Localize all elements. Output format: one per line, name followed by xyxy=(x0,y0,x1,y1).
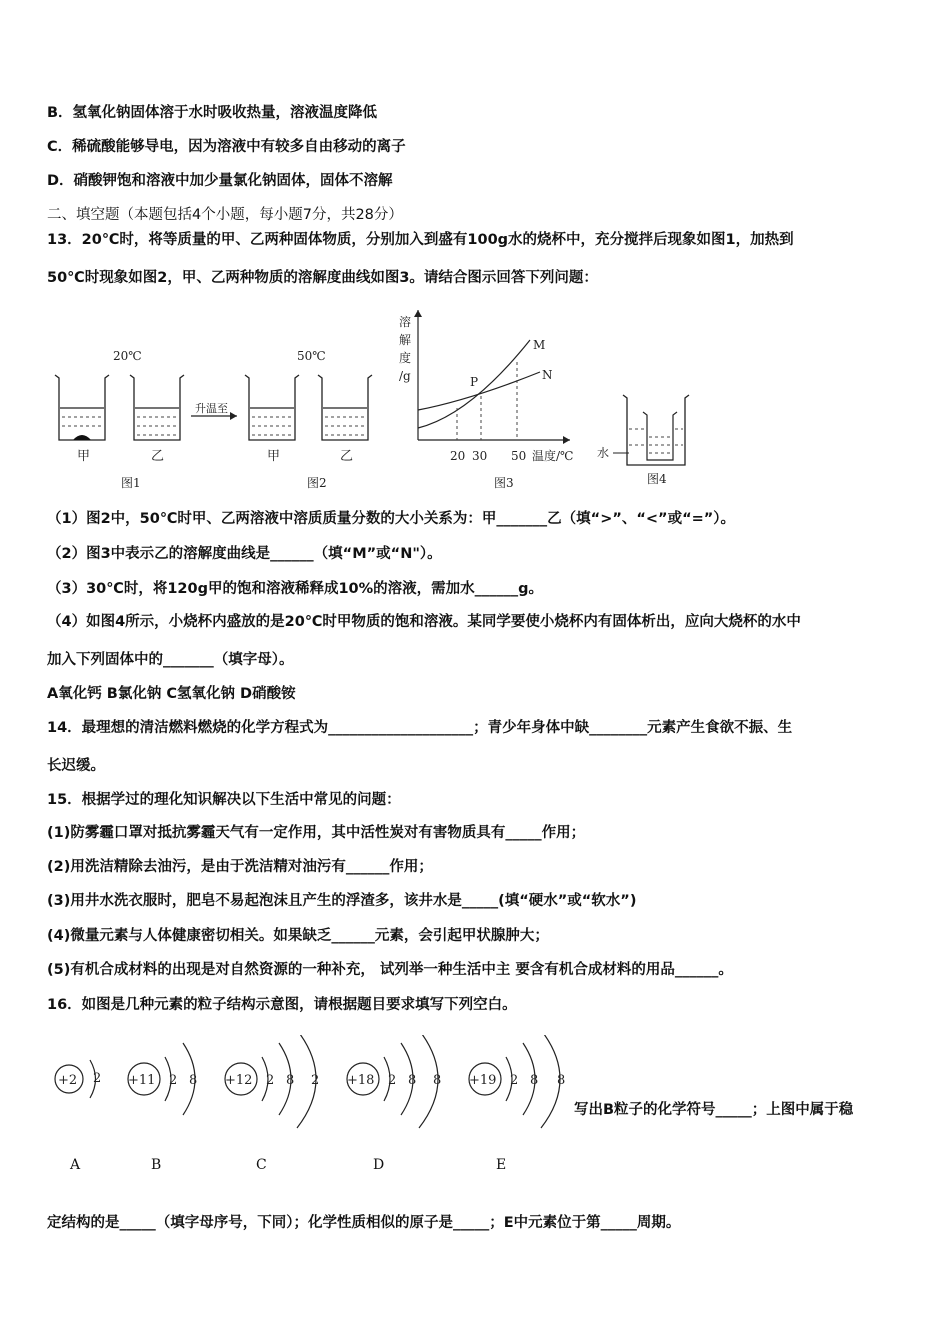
curve-n xyxy=(418,372,540,410)
shell-d-3-count: 8 xyxy=(433,1073,442,1088)
y-label-4: /g xyxy=(399,369,411,383)
figure-1-2 xyxy=(45,340,385,495)
q16-stem: 16．如图是几种元素的粒子结构示意图，请根据题目要求填写下列空白。 xyxy=(47,997,517,1013)
q15-part5: (5)有机合成材料的出现是对自然资源的一种补充， 试列举一种生活中主 要含有机合成材料的用品______。 xyxy=(47,962,733,978)
shell-b-2-count: 8 xyxy=(189,1073,198,1088)
q13-stem-1: 13．20℃时，将等质量的甲、乙两种固体物质，分别加入到盛有100g水的烧杯中，充分搅拌后现象如图1，加热到 xyxy=(47,232,794,248)
fig1-label-yi: 乙 xyxy=(151,449,165,464)
q13-options: A氧化钙 B氯化钠 C氢氧化钠 D硝酸铵 xyxy=(47,686,296,702)
option-d: D．硝酸钾饱和溶液中加少量氯化钠固体，固体不溶解 xyxy=(47,173,393,189)
undissolved-solid xyxy=(73,435,91,440)
point-p: P xyxy=(470,375,479,389)
large-beaker xyxy=(623,395,689,465)
shell-c-3-count: 2 xyxy=(311,1073,320,1088)
arrow-label: 升温至 xyxy=(195,402,228,415)
atom-label-d: D xyxy=(373,1157,385,1173)
q14-a: 14．最理想的清洁燃料燃烧的化学方程式为____________________；青少年身体中缺________元素产生食欲不振、生 xyxy=(47,720,793,736)
shell-b-1-count: 2 xyxy=(169,1073,178,1088)
fig1-label-jia: 甲 xyxy=(77,449,91,464)
nucleus-d-label: +18 xyxy=(347,1073,375,1088)
shell-c-1-count: 2 xyxy=(266,1073,275,1088)
q13-part4-a: （4）如图4所示，小烧杯内盛放的是20℃时甲物质的饱和溶液。某同学要使小烧杯内有固体析出，应向大烧杯的水中 xyxy=(47,614,801,630)
x-tick-50: 50 xyxy=(511,449,527,463)
q13-stem-2: 50℃时现象如图2，甲、乙两种物质的溶解度曲线如图3。请结合图示回答下列问题： xyxy=(47,270,598,286)
shell-d-2-count: 8 xyxy=(408,1073,417,1088)
shell-a-1-count: 2 xyxy=(93,1071,102,1086)
water-label: 水 xyxy=(597,446,610,460)
fig2-caption: 图2 xyxy=(307,476,327,490)
nucleus-a-label: +2 xyxy=(58,1073,78,1088)
q15-part2: (2)用洗洁精除去油污，是由于洗洁精对油污有______作用； xyxy=(47,859,433,875)
fig1-caption: 图1 xyxy=(121,476,141,490)
small-beaker xyxy=(643,412,677,460)
option-c: C．稀硫酸能够导电，因为溶液中有较多自由移动的离子 xyxy=(47,139,406,155)
fig1-temp: 20℃ xyxy=(113,349,142,363)
y-label-3: 度 xyxy=(399,351,412,365)
q13-part4-b: 加入下列固体中的_______（填字母）。 xyxy=(47,652,294,668)
curve-n-label: N xyxy=(542,368,553,382)
fig2-temp: 50℃ xyxy=(297,349,326,363)
q13-part2: （2）图3中表示乙的溶解度曲线是______（填“M”或“N"）。 xyxy=(47,546,442,562)
figure-4 xyxy=(595,385,705,495)
q16-end: 定结构的是_____（填字母序号，下同）；化学性质相似的原子是_____；E中元素位于第_____周期。 xyxy=(47,1215,681,1231)
fig2-label-jia: 甲 xyxy=(267,449,281,464)
x-tick-30: 30 xyxy=(472,449,488,463)
q13-part3: （3）30℃时，将120g甲的饱和溶液稀释成10%的溶液，需加水______g。 xyxy=(47,581,544,597)
shell-d-1-count: 2 xyxy=(388,1073,397,1088)
atom-label-c: C xyxy=(256,1157,267,1173)
figure-3-solubility-chart xyxy=(390,300,590,495)
shell-c-2-count: 8 xyxy=(286,1073,295,1088)
curve-m-label: M xyxy=(533,338,546,352)
shell-e-1-count: 2 xyxy=(510,1073,519,1088)
atom-diagrams xyxy=(45,1035,585,1145)
q16-side-text: 写出B粒子的化学符号_____；上图中属于稳 xyxy=(574,1102,854,1118)
section-heading: 二、填空题（本题包括4个小题，每小题7分，共28分） xyxy=(47,207,403,223)
fig2-label-yi: 乙 xyxy=(340,449,354,464)
q15-part3: (3)用井水洗衣服时，肥皂不易起泡沫且产生的浮渣多，该井水是_____(填“硬水”或“软水”) xyxy=(47,893,637,909)
atom-label-b: B xyxy=(151,1157,162,1173)
nucleus-c-label: +12 xyxy=(225,1073,253,1088)
fig4-caption: 图4 xyxy=(647,472,667,486)
q15-part4: (4)微量元素与人体健康密切相关。如果缺乏______元素，会引起甲状腺肿大； xyxy=(47,928,549,944)
nucleus-e-label: +19 xyxy=(469,1073,497,1088)
nucleus-b-label: +11 xyxy=(128,1073,156,1088)
q13-part1: （1）图2中，50℃时甲、乙两溶液中溶质质量分数的大小关系为：甲_______乙（填“>”、“<”或“=”）。 xyxy=(47,511,736,527)
q15-stem: 15．根据学过的理化知识解决以下生活中常见的问题： xyxy=(47,792,401,808)
fig3-caption: 图3 xyxy=(494,476,514,490)
q15-part1: (1)防雾霾口罩对抵抗雾霾天气有一定作用，其中活性炭对有害物质具有_____作用； xyxy=(47,825,586,841)
x-axis-label: 温度/℃ xyxy=(532,449,574,463)
option-b: B．氢氧化钠固体溶于水时吸收热量，溶液温度降低 xyxy=(47,105,378,121)
q14-b: 长迟缓。 xyxy=(47,758,105,774)
atom-label-e: E xyxy=(496,1157,507,1173)
atom-label-a: A xyxy=(70,1157,81,1173)
shell-e-2-count: 8 xyxy=(530,1073,539,1088)
shell-e-3-count: 8 xyxy=(557,1073,566,1088)
x-tick-20: 20 xyxy=(450,449,466,463)
y-label-1: 溶 xyxy=(399,315,412,329)
y-label-2: 解 xyxy=(399,333,412,347)
